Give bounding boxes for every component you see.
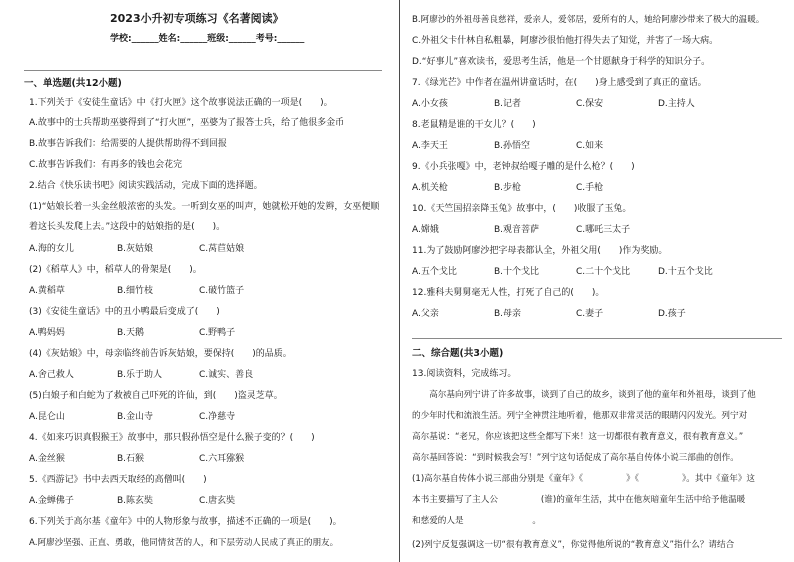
question-2-sub1-line2: 着这长头发爬上去。”这段中的姑娘指的是( )。: [29, 222, 226, 232]
question-6-option-a: A.阿廖沙坚强、正直、勇敢，他同情贫苦的人，和下层劳动人民成了真正的朋友。: [29, 538, 339, 548]
question-5-option-b: B.陈玄奘: [117, 496, 154, 506]
question-13-passage-line-2: 的少年时代和流浪生活。列宁全神贯注地听着，他那双非常灵活的眼睛闪闪发光。列宁对: [412, 411, 748, 421]
question-13-sub1-line1: (1)高尔基自传体小说三部曲分别是《童年》《 》《 》。其中《童年》这: [412, 474, 756, 484]
question-2-sub2-option-c: C.破竹篮子: [199, 286, 245, 296]
question-13-passage-line-3: 高尔基说：“老兄，你应该把这些全都写下来！这一切都很有教育意义，很有教育意义。”: [412, 432, 744, 442]
question-10-option-a: A.嫦娥: [412, 225, 439, 235]
question-5-option-c: C.唐玄奘: [199, 496, 236, 506]
question-2-sub1-line1: (1)“姑娘长着一头金丝般浓密的头发。一听到女巫的叫声，她就松开她的发辫，女巫便顺: [29, 202, 380, 212]
question-9-option-b: B.步枪: [494, 183, 522, 193]
question-1-stem: 1.下列关于《安徒生童话》中《打火匣》这个故事说法正确的一项是( )。: [29, 98, 333, 108]
question-13-passage-line-4: 高尔基回答说：“到时候我会写！”列宁这句话促成了高尔基自传体小说三部曲的创作。: [412, 453, 739, 463]
question-11-option-b: B.十个戈比: [494, 267, 540, 277]
question-2-sub5-option-c: C.净慈寺: [199, 412, 236, 422]
question-6-option-d: D.“好事儿”喜欢读书，爱思考生活，他是一个甘愿献身于科学的知识分子。: [412, 57, 711, 67]
question-4-option-a: A.金丝猴: [29, 454, 65, 464]
student-info-line: 学校:______姓名:______班级:______考号:______: [110, 34, 305, 44]
question-12-option-d: D.孩子: [658, 309, 686, 319]
question-7-option-b: B.记者: [494, 99, 522, 109]
question-1-option-b: B.故事告诉我们：给需要的人提供帮助得不到回报: [29, 139, 228, 149]
question-10-stem: 10.《天竺国招亲降玉兔》故事中，( )收服了玉兔。: [412, 204, 632, 214]
question-9-option-a: A.机关枪: [412, 183, 448, 193]
question-2-stem: 2.结合《快乐读书吧》阅读实践活动，完成下面的选择题。: [29, 181, 263, 191]
question-11-option-d: D.十五个戈比: [658, 267, 713, 277]
question-2-sub2-option-a: A.黄稻草: [29, 286, 65, 296]
question-2-sub3-stem: (3)《安徒生童话》中的丑小鸭最后变成了( ): [29, 307, 220, 317]
question-11-stem: 11.为了鼓励阿廖沙把字母表都认全，外祖父用( )作为奖励。: [412, 246, 668, 256]
question-4-option-c: C.六耳猕猴: [199, 454, 245, 464]
question-2-sub2-option-b: B.细竹枝: [117, 286, 154, 296]
section-title-single-choice: 一、单选题(共12小题): [24, 78, 122, 89]
question-12-option-c: C.妻子: [576, 309, 604, 319]
question-2-sub4-option-a: A.舍己救人: [29, 370, 74, 380]
question-2-sub1-option-b: B.灰姑娘: [117, 244, 154, 254]
question-13-passage-line-1: 高尔基向列宁讲了许多故事，谈到了自己的故乡，谈到了他的童年和外祖母，谈到了他: [412, 390, 756, 400]
question-12-option-a: A.父亲: [412, 309, 439, 319]
section-separator: [24, 70, 382, 71]
question-6-stem: 6.下列关于高尔基《童年》中的人物形象与故事，描述不正确的一项是( )。: [29, 517, 342, 527]
question-2-sub4-option-b: B.乐于助人: [117, 370, 163, 380]
question-2-sub5-stem: (5)白娘子和白蛇为了救被自己吓死的许仙，到( )盗灵芝草。: [29, 391, 283, 401]
question-9-option-c: C.手枪: [576, 183, 604, 193]
question-2-sub3-option-c: C.野鸭子: [199, 328, 236, 338]
question-7-option-d: D.主持人: [658, 99, 695, 109]
section-separator: [412, 338, 782, 339]
question-7-option-a: A.小女孩: [412, 99, 448, 109]
question-2-sub1-option-a: A.海的女儿: [29, 244, 74, 254]
page-title: 2023小升初专项练习《名著阅读》: [110, 12, 284, 25]
question-11-option-a: A.五个戈比: [412, 267, 457, 277]
question-12-stem: 12.雅科夫舅舅毫无人性，打死了自己的( )。: [412, 288, 605, 298]
question-6-option-b: B.阿廖沙的外祖母善良慈祥，爱亲人，爱邻居，爱所有的人，她给阿廖沙带来了极大的温暖。: [412, 15, 765, 25]
question-8-option-a: A.李天王: [412, 141, 448, 151]
question-1-option-a: A.故事中的士兵帮助巫婆得到了“打火匣”，巫婆为了报答士兵，给了他很多金币: [29, 118, 345, 128]
question-2-sub3-option-a: A.鸭妈妈: [29, 328, 65, 338]
question-1-option-c: C.故事告诉我们：有再多的钱也会花完: [29, 160, 183, 170]
question-8-option-b: B.孙悟空: [494, 141, 531, 151]
question-13-sub1-line3: 和慈爱的人是 。: [412, 516, 541, 526]
question-10-option-c: C.哪吒三太子: [576, 225, 631, 235]
section-title-comprehensive: 二、综合题(共3小题): [412, 348, 504, 359]
question-11-option-c: C.二十个戈比: [576, 267, 631, 277]
question-6-option-c: C.外祖父卡什林自私粗暴，阿廖沙很怕他打得失去了知觉，并害了一场大病。: [412, 36, 719, 46]
question-13-sub1-line2: 本书主要描写了主人公 (谁)的童年生活，其中在他灰暗童年生活中给予他温暖: [412, 495, 746, 505]
question-13-sub2-stem: (2)列宁反复强调这一切“很有教育意义”，你觉得他所说的“教育意义”指什么？请结合: [412, 540, 735, 550]
question-2-sub3-option-b: B.天鹅: [117, 328, 145, 338]
question-10-option-b: B.观音菩萨: [494, 225, 540, 235]
question-9-stem: 9.《小兵张嘎》中，老钟叔给嘎子雕的是什么枪？( ): [412, 162, 635, 172]
question-8-option-c: C.如来: [576, 141, 604, 151]
question-12-option-b: B.母亲: [494, 309, 522, 319]
question-5-stem: 5.《西游记》书中去西天取经的高僧叫( ): [29, 475, 207, 485]
question-2-sub5-option-b: B.金山寺: [117, 412, 154, 422]
question-7-stem: 7.《绿光芒》中作者在温州讲童话时，在( )身上感受到了真正的童话。: [412, 78, 707, 88]
question-13-stem: 13.阅读资料，完成练习。: [412, 369, 517, 379]
question-2-sub4-option-c: C.诚实、善良: [199, 370, 254, 380]
question-7-option-c: C.保安: [576, 99, 604, 109]
question-5-option-a: A.金蝉佛子: [29, 496, 74, 506]
question-4-option-b: B.石猴: [117, 454, 145, 464]
question-2-sub1-option-c: C.莴苣姑娘: [199, 244, 245, 254]
question-4-stem: 4.《如来巧识真假猴王》故事中，那只假孙悟空是什么猴子变的？( ): [29, 433, 315, 443]
question-2-sub4-stem: (4)《灰姑娘》中，母亲临终前告诉灰姑娘，要保持( )的品质。: [29, 349, 292, 359]
question-2-sub5-option-a: A.昆仑山: [29, 412, 65, 422]
right-column: [400, 0, 794, 562]
question-2-sub2-stem: (2)《稻草人》中，稻草人的骨架是( )。: [29, 265, 202, 275]
question-8-stem: 8.老鼠精是谁的干女儿？( ): [412, 120, 536, 130]
